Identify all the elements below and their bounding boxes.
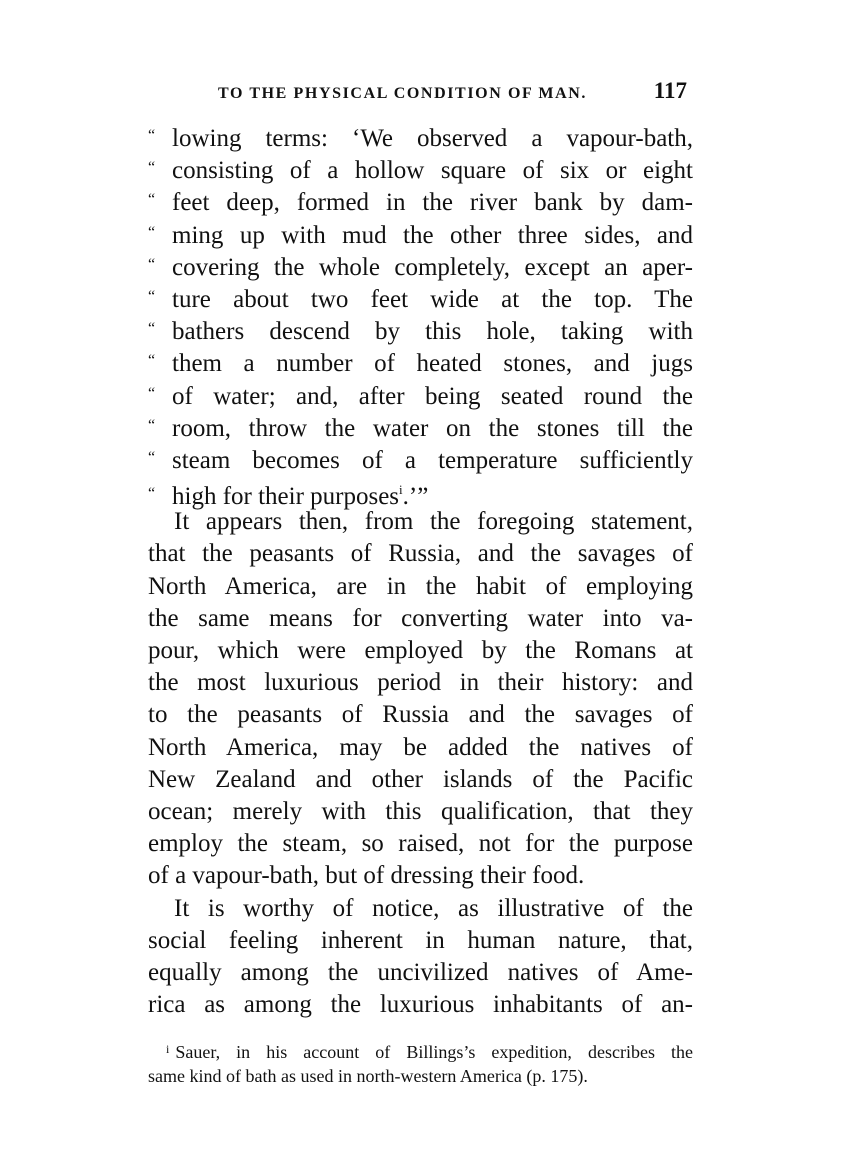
footnote-line <box>148 1036 693 1063</box>
quotation-mark: “ <box>148 191 156 209</box>
line-text: the same means for converting water into va- <box>148 604 693 632</box>
line-text: North America, may be added the natives of <box>148 733 693 761</box>
line-text: ming up with mud the other three sides, and <box>172 221 693 249</box>
quotation-mark: “ <box>148 223 156 241</box>
text-line <box>148 249 693 281</box>
line-text: equally among the uncivilized natives of Ame- <box>148 958 693 986</box>
line-text: rica as among the luxurious inhabitants of an- <box>148 991 693 1019</box>
text-line <box>148 860 693 892</box>
line-text: the most luxurious period in their history: and <box>148 669 693 697</box>
line-text: bathers descend by this hole, taking with <box>172 318 693 346</box>
line-text: New Zealand and other islands of the Pacific <box>148 765 693 793</box>
line-text: social feeling inherent in human nature, that, <box>148 926 693 954</box>
text-line <box>148 442 693 474</box>
footnote-text: same kind of bath as used in north-western America (p. 175). <box>148 1066 588 1086</box>
text-line <box>148 957 693 989</box>
footnote-marker: i <box>166 1042 170 1056</box>
text-line <box>148 152 693 184</box>
text-line <box>148 989 693 1021</box>
quotation-mark: “ <box>148 159 156 177</box>
text-line <box>148 410 693 442</box>
line-text: ture about two feet wide at the top. The <box>172 285 693 313</box>
text-line <box>148 378 693 410</box>
text-line <box>148 667 693 699</box>
text-line <box>148 699 693 731</box>
text-line <box>148 184 693 216</box>
page-number: 117 <box>653 78 687 103</box>
line-text: lowing terms: ‘We observed a vapour-bath, <box>172 125 693 152</box>
quotation-mark: “ <box>148 485 156 503</box>
line-text: steam becomes of a temperature sufficiently <box>172 446 693 474</box>
line-text: high for their purposes <box>172 483 400 511</box>
running-title: TO THE PHYSICAL CONDITION OF MAN. <box>218 85 587 102</box>
text-line <box>148 764 693 796</box>
text-line <box>148 635 693 667</box>
line-text: North America, are in the habit of employing <box>148 572 693 600</box>
text-line <box>148 732 693 764</box>
footnote-reference: i <box>399 482 403 498</box>
text-line <box>148 281 693 313</box>
running-head <box>148 78 693 108</box>
text-line <box>148 120 693 152</box>
text-line <box>148 603 693 635</box>
text-line <box>148 893 693 925</box>
body-text <box>148 120 693 1021</box>
line-text: of water; and, after being seated round the <box>172 382 693 410</box>
footnote-line <box>148 1063 693 1090</box>
line-text: ocean; merely with this qualification, that they <box>148 797 693 825</box>
text-line <box>148 506 693 538</box>
line-text: them a number of heated stones, and jugs <box>172 350 693 378</box>
quotation-mark: “ <box>148 287 156 305</box>
line-text: of a vapour-bath, but of dressing their food. <box>148 862 585 890</box>
text-line <box>148 345 693 377</box>
line-text: employ the steam, so raised, not for the purpose <box>148 830 693 858</box>
line-text: pour, which were employed by the Romans at <box>148 637 693 664</box>
line-text: room, throw the water on the stones till the <box>172 414 693 442</box>
quotation-mark: “ <box>148 320 156 338</box>
text-line <box>148 313 693 345</box>
quotation-mark: “ <box>148 352 156 370</box>
text-line <box>148 796 693 828</box>
footnote-text: Sauer, in his account of Billings’s expedition, describes the <box>175 1042 693 1062</box>
text-line <box>148 217 693 249</box>
text-line <box>148 828 693 860</box>
text-line <box>148 571 693 603</box>
quotation-mark: “ <box>148 127 156 144</box>
line-text: It appears then, from the foregoing statement, <box>174 508 693 536</box>
line-text: covering the whole completely, except an aper- <box>172 253 693 281</box>
line-text: consisting of a hollow square of six or eight <box>172 157 693 185</box>
text-line <box>148 925 693 957</box>
quotation-mark: “ <box>148 448 156 466</box>
line-text: that the peasants of Russia, and the savages of <box>148 540 693 568</box>
text-line <box>148 538 693 570</box>
line-text: feet deep, formed in the river bank by dam- <box>172 189 693 217</box>
text-line <box>148 474 693 511</box>
line-text: to the peasants of Russia and the savages of <box>148 701 693 729</box>
closing-quote: .’” <box>402 483 429 511</box>
footnotes <box>148 1036 693 1090</box>
quotation-mark: “ <box>148 416 156 434</box>
quotation-mark: “ <box>148 384 156 402</box>
line-text: It is worthy of notice, as illustrative of the <box>174 894 693 922</box>
quotation-mark: “ <box>148 255 156 273</box>
